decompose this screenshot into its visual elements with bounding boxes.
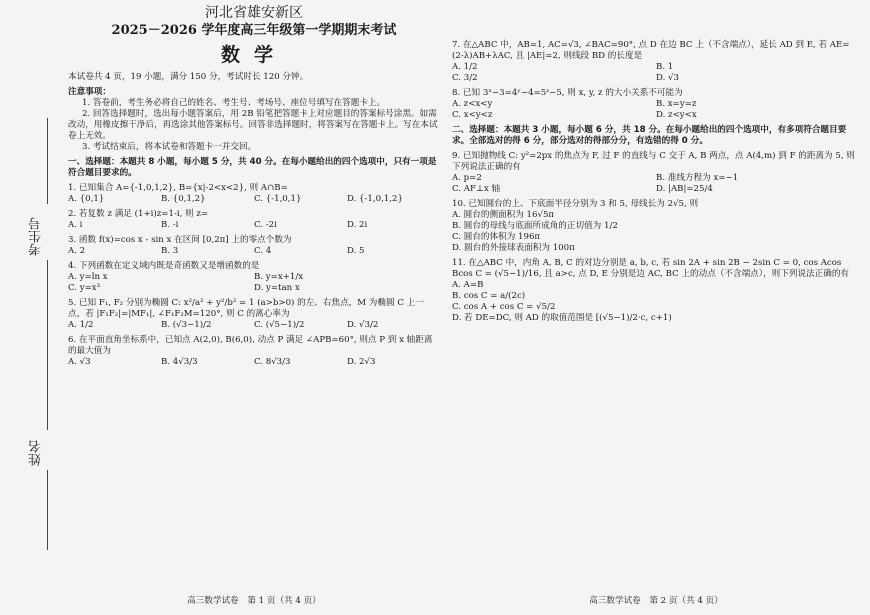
exam-intro: 本试卷共 4 页，19 小题，满分 150 分，考试时长 120 分钟。 [68,72,309,82]
option: A. p=2 [452,173,482,183]
question-stem: 6. 在平面直角坐标系中，已知点 A(2,0), B(6,0), 动点 P 满足 ∠APB=60°, 则点 P 到 x 轴距离的最大值为 [68,335,433,356]
option: D. 若 DE=DC, 则 AD 的取值范围是 [(√5−1)/2·c, c+1) [452,313,672,323]
option: A. 圆台的侧面积为 16√5π [452,210,555,220]
page-2 [452,0,860,615]
question [68,298,440,331]
option: C. 8√3/3 [254,357,291,367]
notice-item: 1. 答卷前，考生务必将自己的姓名、考生号、考场号、座位号填写在答题卡上。 [82,98,386,108]
option: B. -i [161,220,179,230]
question-stem: 8. 已知 3ˣ−3=4ʸ−4=5ᶻ−5, 则 x, y, z 的大小关系不可能为 [452,88,683,98]
option-list [68,246,440,257]
question [452,199,860,254]
option: A. y=ln x [68,272,108,282]
question-stem: 7. 在△ABC 中，AB=1, AC=√3, ∠BAC=90°, 点 D 在边 BC 上（不含端点），延长 AD 到 E, 若 AE=(2-λ)AB+λAC, 且 |AE|=2, 则线段 BD 的长度是 [452,40,850,61]
option: C. y=x³ [68,283,101,293]
question [68,183,440,205]
option-list [452,99,860,121]
option: B. y=x+1/x [254,272,304,282]
option: A. 1/2 [68,320,94,330]
exam-no-line-top [47,118,48,204]
question-stem: 1. 已知集合 A={-1,0,1,2}, B={x|-2<x<2}, 则 A∩B= [68,183,288,193]
option-list [452,173,860,195]
question-stem: 5. 已知 F₁, F₂ 分别为椭圆 C: x²/a² + y²/b² = 1 (a>b>0) 的左、右焦点，M 为椭圆 C 上一点，若 |F₁F₂|=|MF₁|, ∠F₁F₂M=120°, 则 C 的离心率为 [68,298,424,319]
option: C. 圆台的体积为 196π [452,232,541,242]
question [68,235,440,257]
section-2-heading: 二、选择题：本题共 3 小题，每小题 6 分，共 18 分。在每小题给出的四个选项中，有多项符合题目要求。全部选对的得 6 分，部分选对的得部分分，有选错的得 0 分。 [452,125,847,146]
option: D. √3 [656,73,679,83]
exam-header [68,5,440,68]
question [452,88,860,121]
option: D. {-1,0,1,2} [347,194,403,204]
page-footer: 高三数学试卷 第 1 页（共 4 页） [187,596,321,606]
option: C. 4 [254,246,272,256]
option-list [68,272,440,294]
option: A. z<x<y [452,99,493,109]
notice-item: 2. 回答选择题时，选出每小题答案后，用 2B 铅笔把答题卡上对应题目的答案标号涂黑。如需改动，用橡皮擦干净后，再选涂其他答案标号。回答非选择题时，将答案写在答题卡上。写在本试卷上无效。 [68,109,438,141]
option: C. x<y<z [452,110,493,120]
option: D. z<y<x [656,110,697,120]
question [68,335,440,368]
option: D. 5 [347,246,365,256]
option: B. 准线方程为 x=−1 [656,173,739,183]
name-line-bottom [47,470,48,550]
option: C. (√5−1)/2 [254,320,305,330]
question-stem: 4. 下列函数在定义域内既是奇函数又是增函数的是 [68,261,260,271]
option: D. 2√3 [347,357,376,367]
option: A. √3 [68,357,91,367]
question-stem: 10. 已知圆台的上、下底面半径分别为 3 和 5, 母线长为 2√5, 则 [452,199,699,209]
exam-region: 河北省雄安新区 [205,5,303,21]
option: D. |AB|=25/4 [656,184,713,194]
option: B. cos C = a/(2c) [452,291,526,301]
question-stem: 2. 若复数 z 满足 (1+i)z=1-i, 则 z= [68,209,209,219]
question [68,209,440,231]
option: C. 3/2 [452,73,478,83]
option: B. 1 [656,62,674,72]
name-line-top [47,340,48,430]
subject-title: 数学 [220,44,287,66]
section-1-heading: 一、选择题：本题共 8 小题，每小题 5 分，共 40 分。在每小题给出的四个选项中，只有一项是符合题目要求的。 [68,157,437,178]
option: B. x=y=z [656,99,697,109]
option-list [68,320,440,331]
name-label: 姓名 [29,440,44,466]
question [452,258,860,324]
option: B. 3 [161,246,179,256]
option-list [452,62,860,84]
option: B. 圆台的母线与底面所成角的正切值为 1/2 [452,221,618,231]
binding-margin [0,0,58,615]
option: D. 2i [347,220,368,230]
exam-no-line-bottom [47,260,48,340]
option: B. 4√3/3 [161,357,198,367]
option-list [68,220,440,231]
option: D. 圆台的外接球表面积为 100π [452,243,575,253]
option-list [68,194,440,205]
question [452,151,860,195]
exam-title: 2025－2026 学年度高三年级第一学期期末考试 [111,23,397,38]
page-footer: 高三数学试卷 第 2 页（共 4 页） [589,596,723,606]
option: D. y=tan x [254,283,300,293]
option: C. AF⊥x 轴 [452,184,501,194]
option: D. √3/2 [347,320,379,330]
option: A. {0,1} [68,194,105,204]
option: A. 1/2 [452,62,478,72]
question-stem: 3. 函数 f(x)=cos x - sin x 在区间 [0,2π] 上的零点个数为 [68,235,292,245]
notice-title: 注意事项： [68,87,111,97]
option: A. A=B [452,280,484,290]
page-1 [68,0,440,615]
exam-number-label: 考生号 [29,217,44,256]
option: C. {-1,0,1} [254,194,302,204]
option: C. -2i [254,220,277,230]
option: A. i [68,220,83,230]
notice-item: 3. 考试结束后，将本试卷和答题卡一并交回。 [82,142,257,152]
question [452,40,860,84]
question [68,261,440,294]
question-stem: 9. 已知抛物线 C: y²=2px 的焦点为 F, 过 F 的直线与 C 交于 A, B 两点，点 A(4,m) 到 F 的距离为 5, 则下列说法正确的有 [452,151,855,172]
option: B. (√3−1)/2 [161,320,212,330]
option: B. {0,1,2} [161,194,206,204]
option-list [68,357,440,368]
option: A. 2 [68,246,86,256]
question-stem: 11. 在△ABC 中，内角 A, B, C 的对边分别是 a, b, c, 若 sin 2A + sin 2B − 2sin C = 0, cos Acos Bcos C = (√5−1)/16, 且 a>c, 点 D, E 分别是边 AC, BC 上的动点（不含端点），则下列说法正确的有 [452,258,850,279]
option: C. cos A + cos C = √5/2 [452,302,556,312]
